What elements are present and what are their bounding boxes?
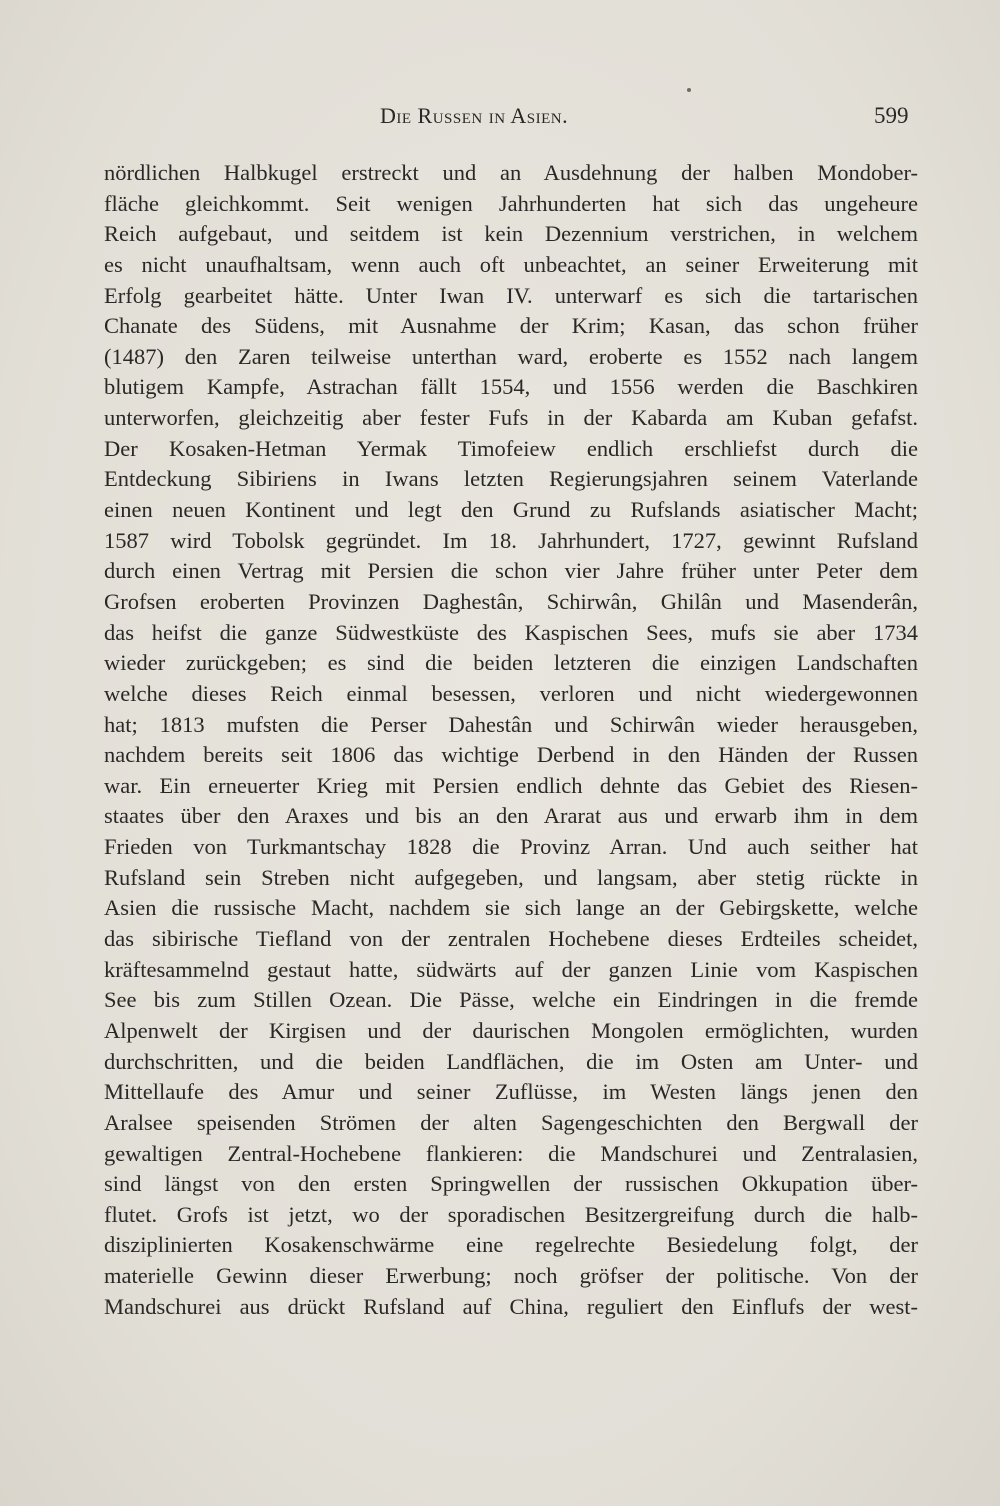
text-line: materielle Gewinn dieser Erwerbung; noch gröfser der politische. Von der — [104, 1263, 918, 1289]
text-line: Grofsen eroberten Provinzen Daghestân, Schirwân, Ghilân und Masenderân, — [104, 588, 918, 614]
text-line: Reich aufgebaut, und seitdem ist kein Dezennium verstrichen, in welchem — [104, 221, 918, 247]
text-line: einen neuen Kontinent und legt den Grund zu Rufslands asiatischer Macht; — [104, 497, 918, 523]
text-line: hat; 1813 mufsten die Perser Dahestân und Schirwân wieder herausgeben, — [104, 711, 918, 737]
text-line: welche dieses Reich einmal besessen, verloren und nicht wiedergewonnen — [104, 680, 918, 706]
text-line: Entdeckung Sibiriens in Iwans letzten Regierungsjahren seinem Vaterlande — [104, 466, 918, 492]
text-line: Frieden von Turkmantschay 1828 die Provinz Arran. Und auch seither hat — [104, 834, 918, 860]
text-line: kräftesammelnd gestaut hatte, südwärts auf der ganzen Linie vom Kaspischen — [104, 956, 918, 982]
text-line: Erfolg gearbeitet hätte. Unter Iwan IV. unterwarf es sich die tartarischen — [104, 282, 918, 308]
text-line: das heifst die ganze Südwestküste des Kaspischen Sees, mufs sie aber 1734 — [104, 619, 918, 645]
text-line: blutigem Kampfe, Astrachan fällt 1554, und 1556 werden die Baschkiren — [104, 374, 918, 400]
text-line: wieder zurückgeben; es sind die beiden letzteren die einzigen Landschaften — [104, 650, 918, 676]
text-line: Chanate des Südens, mit Ausnahme der Krim; Kasan, das schon früher — [104, 313, 918, 339]
text-line: Mandschurei aus drückt Rufsland auf China, reguliert den Einflufs der west- — [104, 1293, 918, 1319]
text-line: nachdem bereits seit 1806 das wichtige Derbend in den Händen der Russen — [104, 742, 918, 768]
text-line: (1487) den Zaren teilweise unterthan ward, eroberte es 1552 nach langem — [104, 343, 918, 369]
text-line: nördlichen Halbkugel erstreckt und an Ausdehnung der halben Mondober- — [104, 160, 918, 185]
ink-speck — [687, 88, 691, 92]
text-line: sind längst von den ersten Springwellen der russischen Okkupation über- — [104, 1171, 918, 1197]
text-line: Der Kosaken-Hetman Yermak Timofeiew endlich erschliefst durch die — [104, 435, 918, 461]
text-line: 1587 wird Tobolsk gegründet. Im 18. Jahrhundert, 1727, gewinnt Rufsland — [104, 527, 918, 553]
text-line: war. Ein erneuerter Krieg mit Persien endlich dehnte das Gebiet des Riesen- — [104, 772, 918, 798]
text-line: gewaltigen Zentral-Hochebene flankieren: die Mandschurei und Zentralasien, — [104, 1140, 918, 1166]
text-line: Asien die russische Macht, nachdem sie sich lange an der Gebirgskette, welche — [104, 895, 918, 921]
text-line: Rufsland sein Streben nicht aufgegeben, und langsam, aber stetig rückte in — [104, 864, 918, 890]
text-line: Alpenwelt der Kirgisen und der daurischen Mongolen ermöglichten, wurden — [104, 1017, 918, 1043]
text-line: flutet. Grofs ist jetzt, wo der sporadischen Besitzergreifung durch die halb- — [104, 1201, 918, 1227]
running-title: Die Russen in Asien. — [380, 103, 569, 128]
text-line: Mittellaufe des Amur und seiner Zuflüsse, im Westen längs jenen den — [104, 1079, 918, 1105]
text-line: das sibirische Tiefland von der zentralen Hochebene dieses Erdteiles scheidet, — [104, 926, 918, 952]
text-line: unterworfen, gleichzeitig aber fester Fufs in der Kabarda am Kuban gefafst. — [104, 405, 918, 431]
page-number: 599 — [874, 103, 909, 128]
text-line: durch einen Vertrag mit Persien die schon vier Jahre früher unter Peter dem — [104, 558, 918, 584]
text-line: es nicht unaufhaltsam, wenn auch oft unbeachtet, an seiner Erweiterung mit — [104, 251, 918, 277]
text-line: fläche gleichkommt. Seit wenigen Jahrhunderten hat sich das ungeheure — [104, 190, 918, 216]
body-text — [104, 158, 918, 1322]
text-line: durchschritten, und die beiden Landflächen, die im Osten am Unter- und — [104, 1048, 918, 1074]
text-line: See bis zum Stillen Ozean. Die Pässe, welche ein Eindringen in die fremde — [104, 987, 918, 1013]
text-line: staates über den Araxes und bis an den Ararat aus und erwarb ihm in dem — [104, 803, 918, 829]
running-head — [0, 103, 1000, 133]
text-line: disziplinierten Kosakenschwärme eine regelrechte Besiedelung folgt, der — [104, 1232, 918, 1258]
text-line: Aralsee speisenden Strömen der alten Sagengeschichten den Bergwall der — [104, 1109, 918, 1135]
